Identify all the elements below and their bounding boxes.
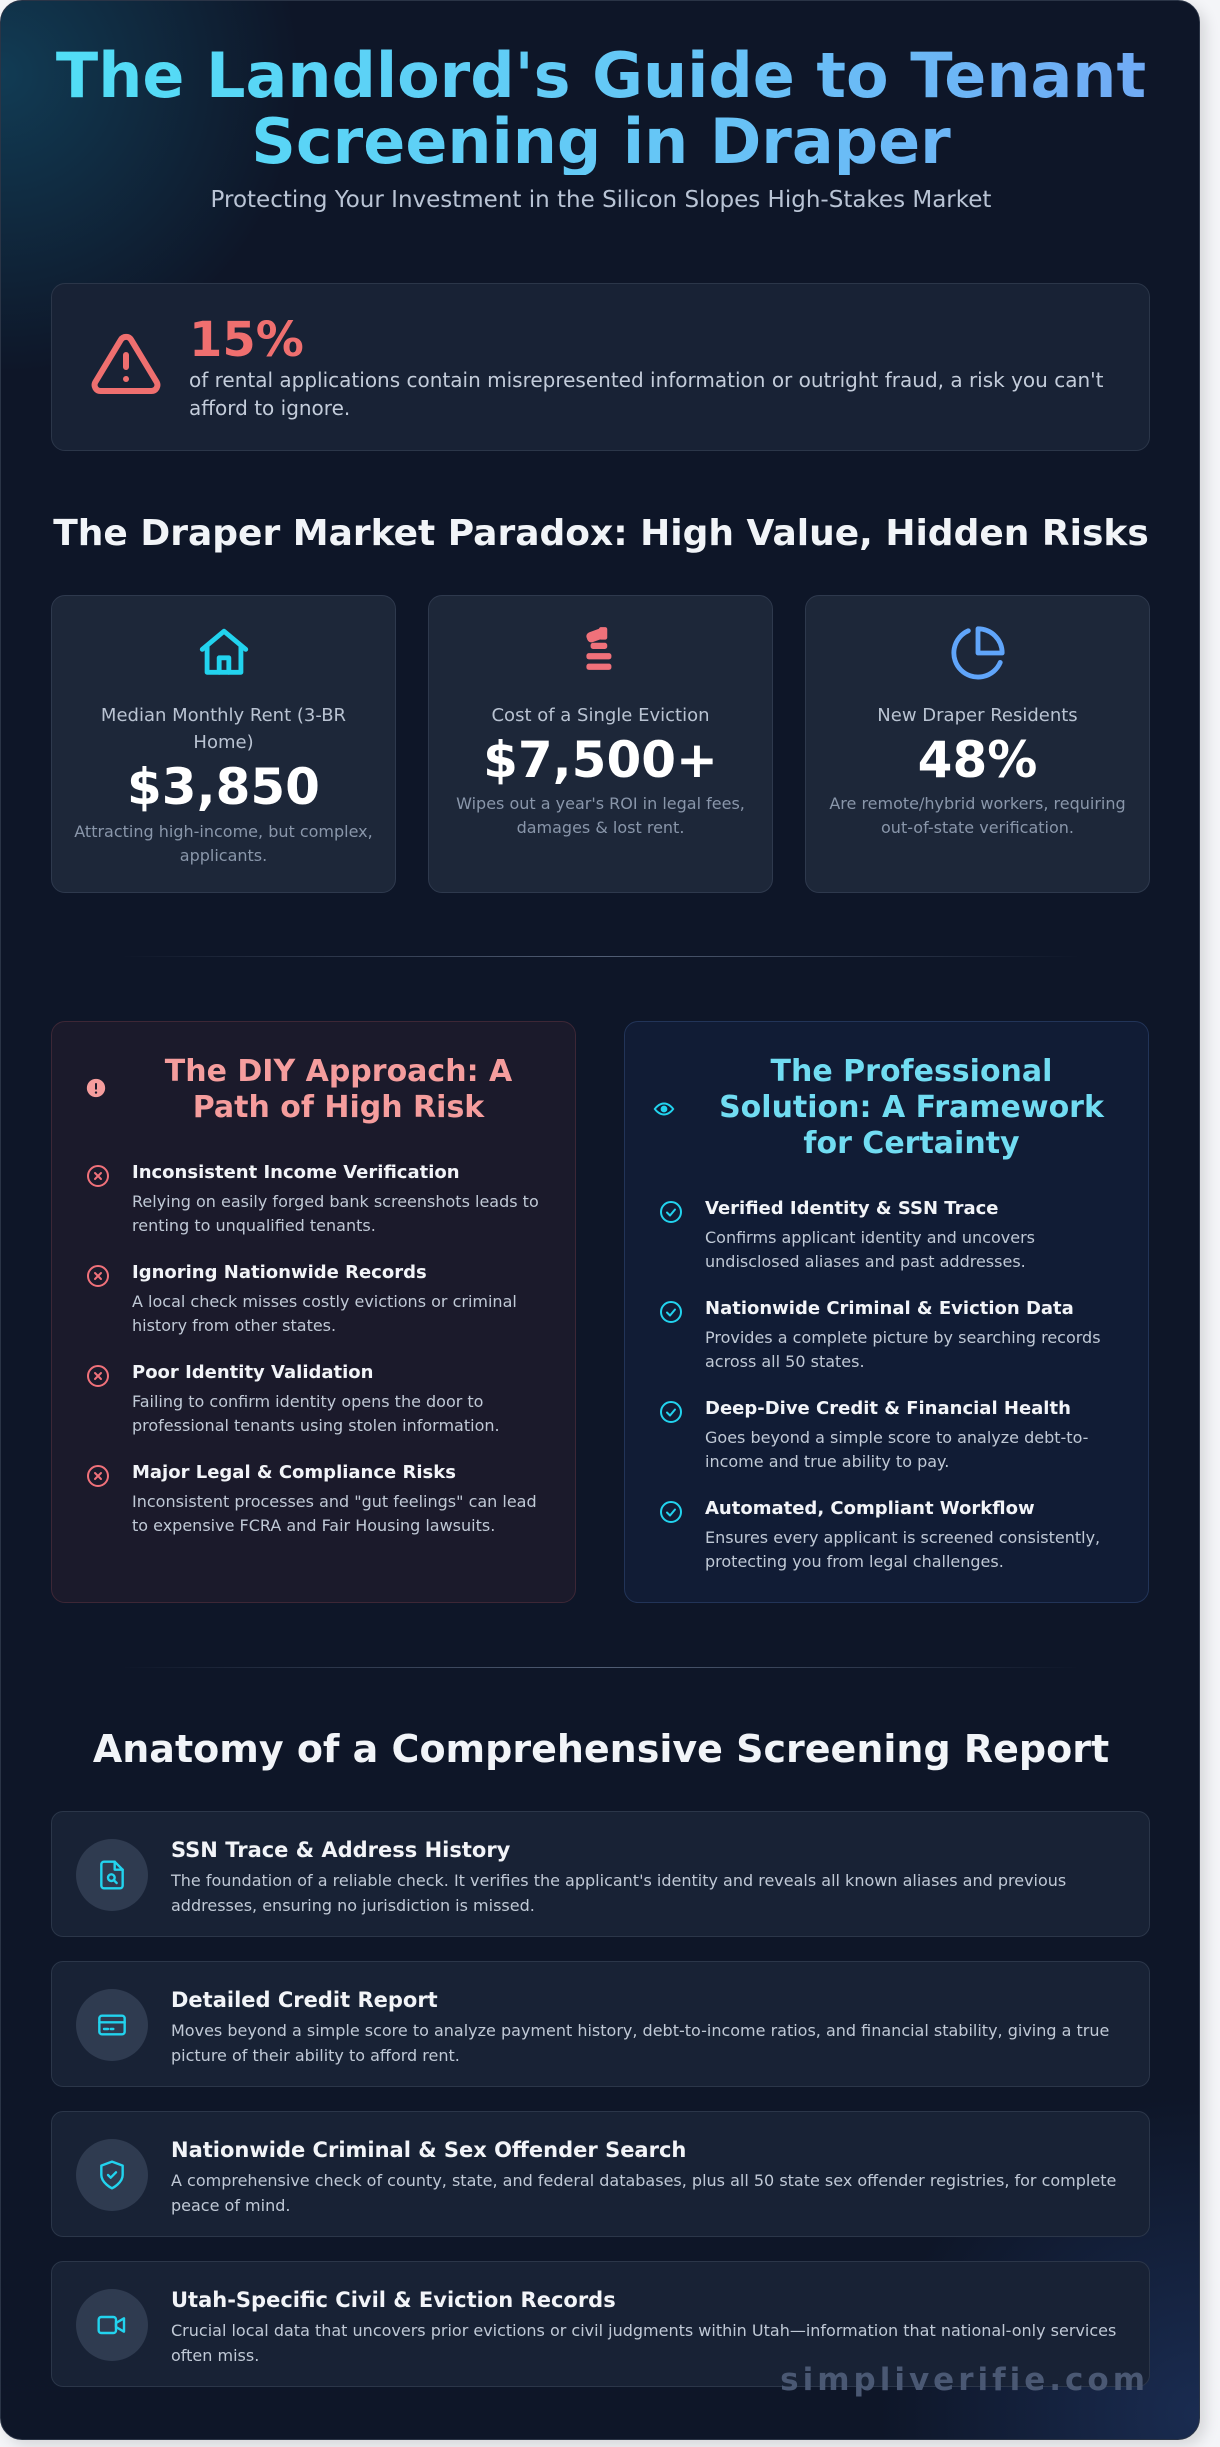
diy-item-title: Poor Identity Validation xyxy=(132,1362,374,1383)
home-icon xyxy=(195,624,253,682)
diy-item-text: A local check misses costly evictions or criminal history from other states. xyxy=(132,1292,517,1335)
report-item-text: A comprehensive check of county, state, and federal databases, plus all 50 state sex offender registries, for complete peace of mind. xyxy=(171,2171,1117,2215)
diy-item-text: Relying on easily forged bank screenshots leads to renting to unqualified tenants. xyxy=(132,1192,539,1235)
eye-icon xyxy=(653,1098,675,1120)
diy-title-line-1: The DIY Approach: A xyxy=(164,1054,513,1089)
report-icon-badge xyxy=(76,1839,148,1911)
pro-item-text: Provides a complete picture by searching records across all 50 states. xyxy=(705,1328,1101,1371)
report-icon-badge xyxy=(76,2289,148,2361)
stat-value: $3,850 xyxy=(127,758,320,816)
diy-item-title: Major Legal & Compliance Risks xyxy=(132,1462,456,1483)
pro-title-line-3: for Certainty xyxy=(803,1126,1020,1161)
report-section-title: Anatomy of a Comprehensive Screening Report xyxy=(92,1727,1110,1771)
stat-description: Wipes out a year's ROI in legal fees, damages & lost rent. xyxy=(456,794,745,837)
diy-approach-panel xyxy=(51,1021,576,1603)
stat-card-rent xyxy=(51,595,396,893)
page-subtitle: Protecting Your Investment in the Silicon Slopes High-Stakes Market xyxy=(210,187,992,213)
report-item-text: Moves beyond a simple score to analyze payment history, debt-to-income ratios, and financial stability, giving a true picture of their ability to afford rent. xyxy=(171,2021,1110,2065)
stat-value: 48% xyxy=(917,731,1038,789)
section-divider xyxy=(121,956,1081,957)
check-circle-icon xyxy=(659,1400,683,1424)
check-circle-icon xyxy=(659,1200,683,1224)
section-divider xyxy=(121,1667,1081,1668)
diy-item-text: Failing to confirm identity opens the door to professional tenants using stolen information. xyxy=(132,1392,500,1435)
pro-title-line-1: The Professional xyxy=(770,1054,1053,1089)
pro-item-title: Nationwide Criminal & Eviction Data xyxy=(705,1298,1074,1319)
x-circle-icon xyxy=(86,1464,110,1488)
pro-item-title: Deep-Dive Credit & Financial Health xyxy=(705,1398,1071,1419)
stat-card-eviction xyxy=(428,595,773,893)
professional-solution-panel xyxy=(624,1021,1149,1603)
report-icon-badge xyxy=(76,2139,148,2211)
warning-triangle-icon xyxy=(88,328,164,400)
shield-check-icon xyxy=(96,2159,128,2191)
title-line-2: Screening in Draper xyxy=(251,105,951,178)
market-section-title: The Draper Market Paradox: High Value, Hidden Risks xyxy=(53,513,1149,554)
title-line-1: The Landlord's Guide to Tenant xyxy=(55,39,1147,112)
report-item-text: Crucial local data that uncovers prior evictions or civil judgments within Utah—information that national-only services often miss. xyxy=(171,2321,1117,2365)
pro-item-title: Automated, Compliant Workflow xyxy=(705,1498,1035,1519)
diy-item-title: Inconsistent Income Verification xyxy=(132,1162,460,1183)
diy-item-title: Ignoring Nationwide Records xyxy=(132,1262,427,1283)
report-item-credit xyxy=(51,1961,1150,2087)
alert-circle-icon xyxy=(86,1078,106,1098)
stat-card-residents xyxy=(805,595,1150,893)
diy-panel-title xyxy=(122,1054,555,1126)
credit-card-icon xyxy=(96,2009,128,2041)
report-item-title: SSN Trace & Address History xyxy=(171,1838,511,1862)
fraud-alert-card xyxy=(51,283,1150,451)
x-circle-icon xyxy=(86,1364,110,1388)
document-search-icon xyxy=(96,1859,128,1891)
pro-panel-title xyxy=(695,1054,1128,1162)
gavel-icon xyxy=(576,624,626,674)
video-camera-icon xyxy=(96,2309,128,2341)
check-circle-icon xyxy=(659,1500,683,1524)
x-circle-icon xyxy=(86,1164,110,1188)
check-circle-icon xyxy=(659,1300,683,1324)
page-title xyxy=(1,39,1200,178)
report-item-ssn xyxy=(51,1811,1150,1937)
diy-item-text: Inconsistent processes and "gut feelings" can lead to expensive FCRA and Fair Housing lawsuits. xyxy=(132,1492,537,1535)
report-item-text: The foundation of a reliable check. It verifies the applicant's identity and reveals all known aliases and previous addresses, ensuring no jurisdiction is missed. xyxy=(171,1871,1067,1915)
report-item-title: Detailed Credit Report xyxy=(171,1988,438,2012)
pro-title-line-2: Solution: A Framework xyxy=(719,1090,1104,1125)
report-item-criminal xyxy=(51,2111,1150,2237)
watermark: simpliverifie.com xyxy=(780,2362,1149,2398)
pro-item-text: Ensures every applicant is screened consistently, protecting you from legal challenges. xyxy=(705,1528,1101,1571)
pie-chart-icon xyxy=(949,624,1007,682)
diy-title-line-2: Path of High Risk xyxy=(192,1090,485,1125)
stat-label: Cost of a Single Eviction xyxy=(491,705,710,726)
stat-label: New Draper Residents xyxy=(877,705,1078,726)
stat-description: Attracting high-income, but complex, applicants. xyxy=(74,822,373,865)
stat-label: Median Monthly Rent (3-BR Home) xyxy=(100,705,347,753)
report-icon-badge xyxy=(76,1989,148,2061)
stat-description: Are remote/hybrid workers, requiring out-of-state verification. xyxy=(829,794,1126,837)
fraud-percentage: 15% xyxy=(189,312,304,368)
x-circle-icon xyxy=(86,1264,110,1288)
report-item-title: Nationwide Criminal & Sex Offender Search xyxy=(171,2138,687,2162)
fraud-description: of rental applications contain misrepresented information or outright fraud, a risk you can't afford to ignore. xyxy=(189,368,1104,420)
pro-item-title: Verified Identity & SSN Trace xyxy=(705,1198,999,1219)
stat-value: $7,500+ xyxy=(483,731,718,789)
pro-item-text: Confirms applicant identity and uncovers undisclosed aliases and past addresses. xyxy=(705,1228,1036,1271)
report-item-title: Utah-Specific Civil & Eviction Records xyxy=(171,2288,616,2312)
pro-item-text: Goes beyond a simple score to analyze debt-to-income and true ability to pay. xyxy=(705,1428,1089,1471)
